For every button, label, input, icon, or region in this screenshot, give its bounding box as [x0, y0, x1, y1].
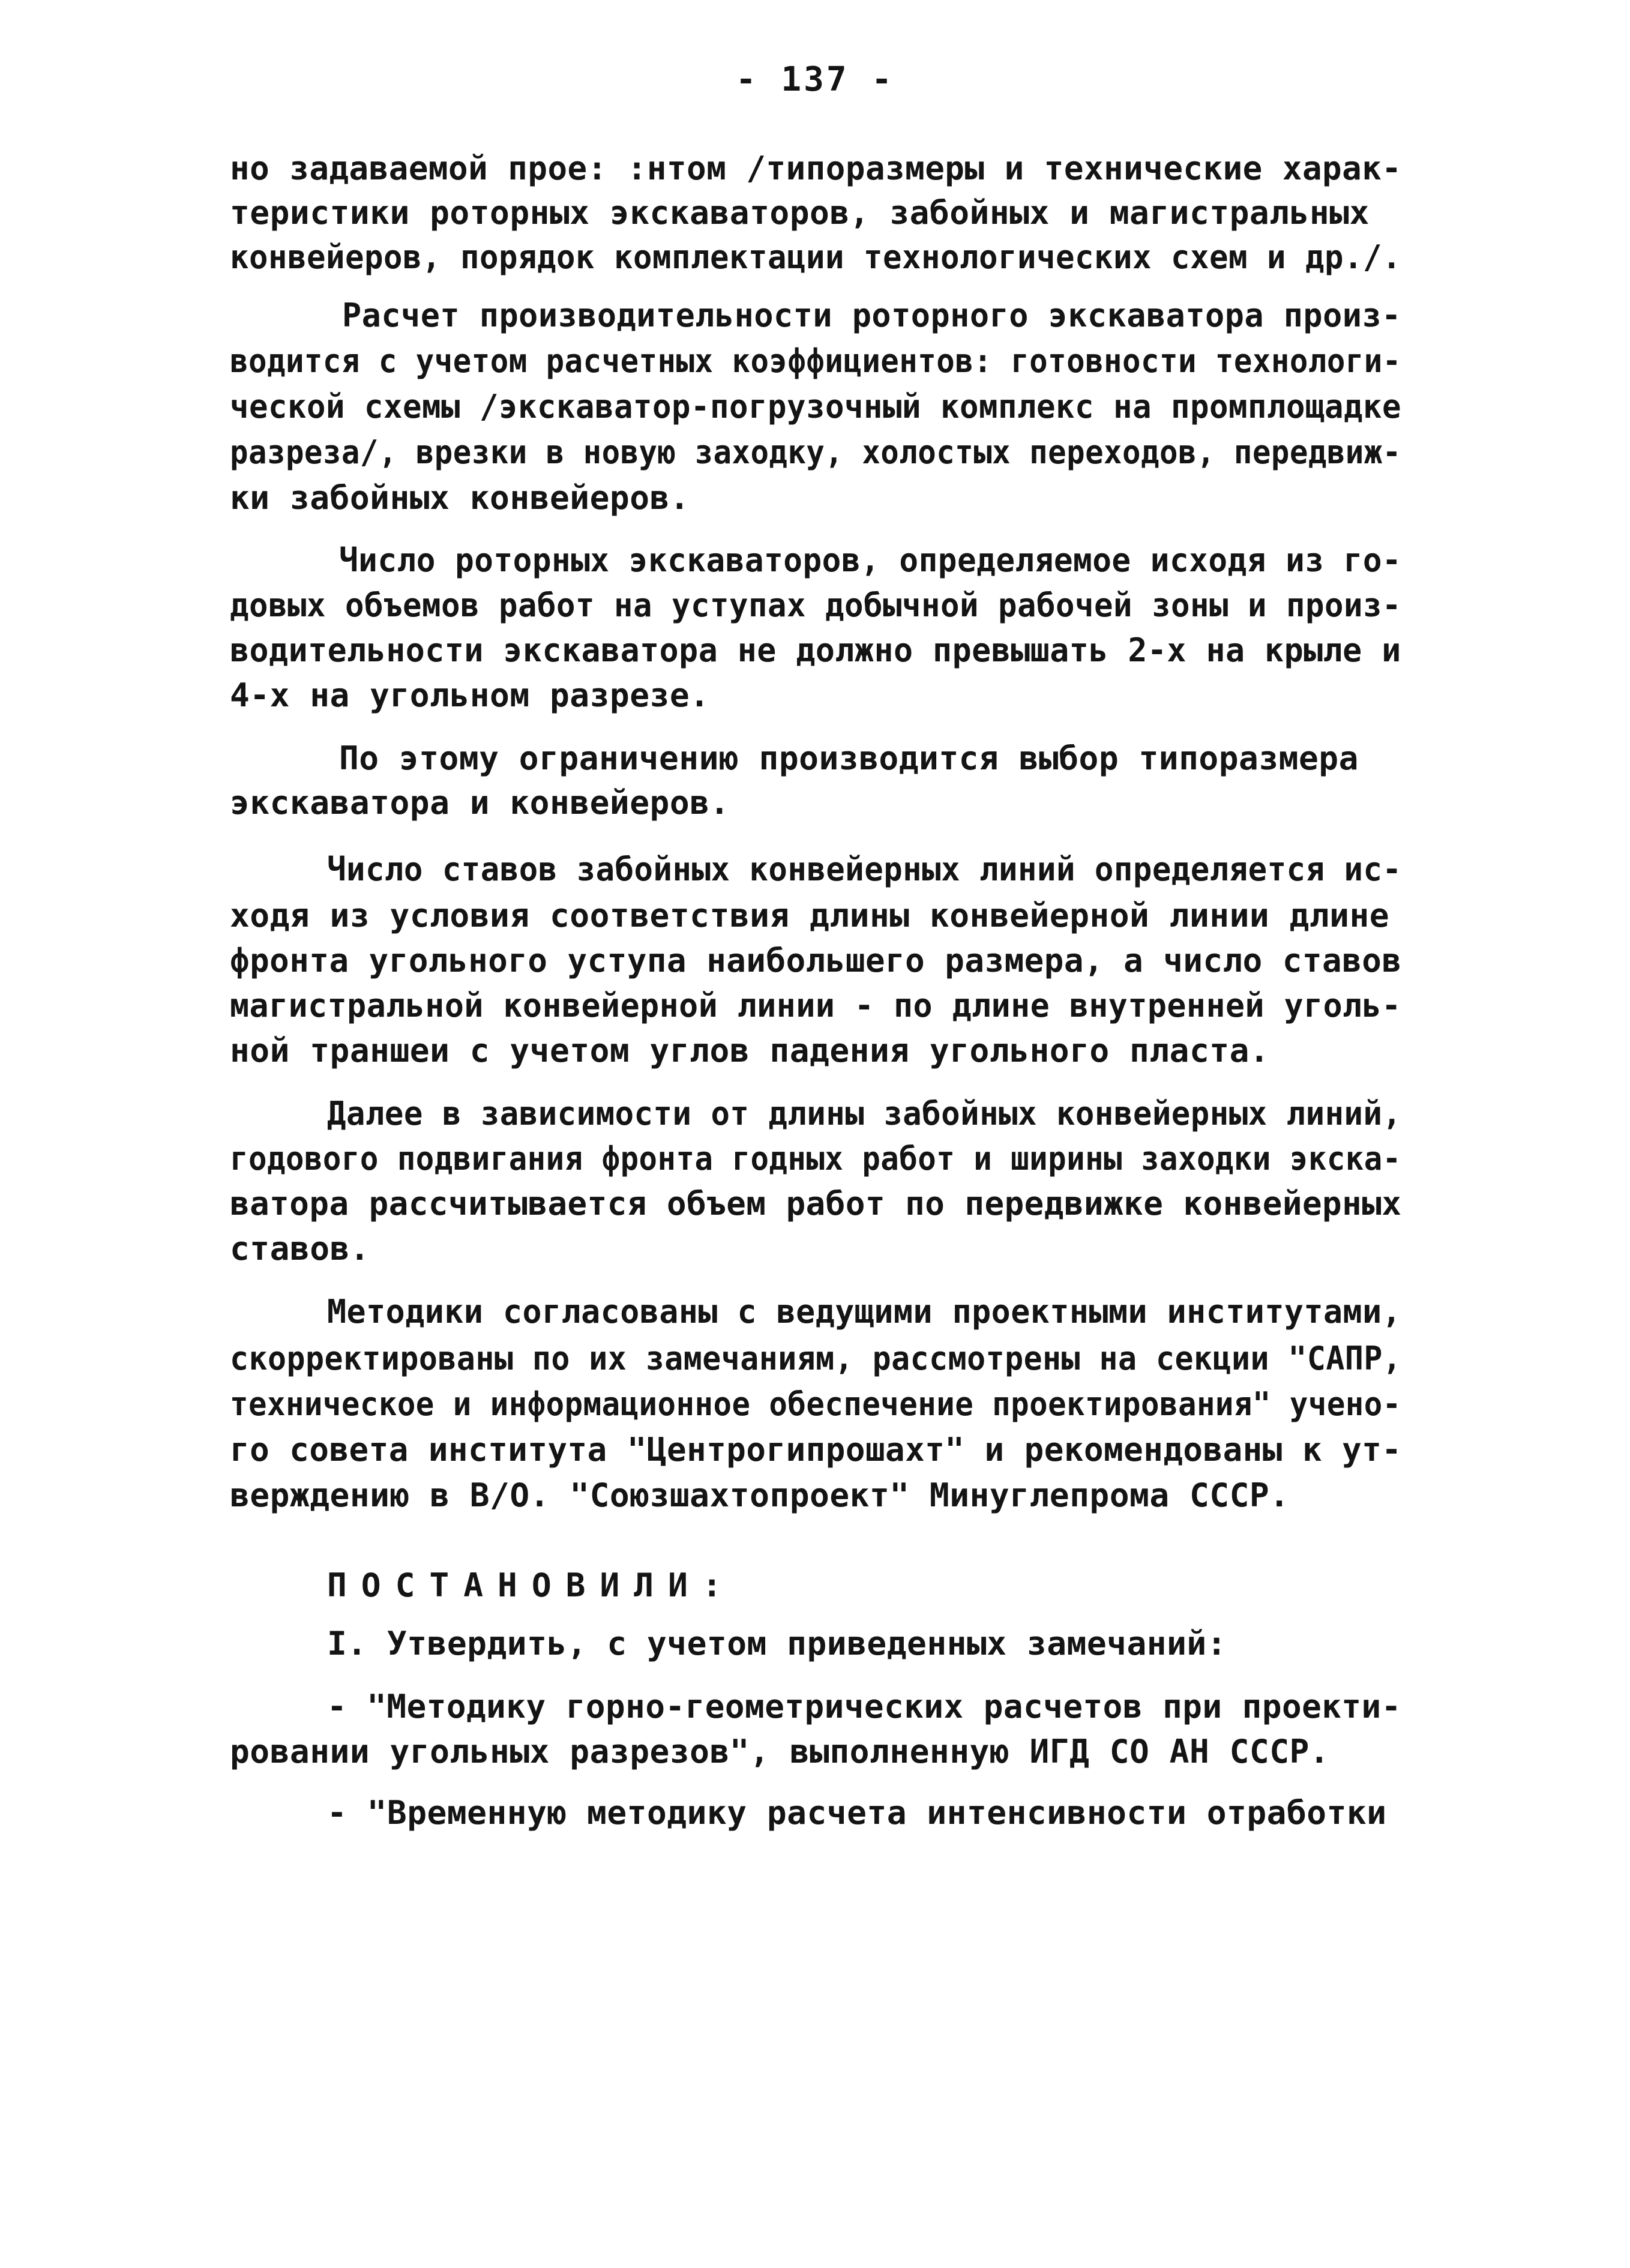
text-line: - "Временную методику расчета интенсивности отработки — [327, 1793, 1387, 1832]
text-line: ной траншеи с учетом углов падения угольного пласта. — [230, 1031, 1270, 1069]
page-number: - 137 - — [735, 60, 894, 99]
text-line: фронта угольного уступа наибольшего размера, а число ставов — [230, 941, 1402, 979]
text-line: По этому ограничению производится выбор типоразмера — [339, 739, 1359, 777]
text-line: Далее в зависимости от длины забойных конвейерных линий, — [327, 1094, 1402, 1132]
text-line: скорректированы по их замечаниям, рассмотрены на секции "САПР, — [230, 1339, 1402, 1377]
text-line: Расчет производительности роторного экскаватора произ- — [342, 296, 1401, 334]
text-line: - "Методику горно-геометрических расчетов при проекти- — [327, 1687, 1401, 1725]
resolution-heading: ПОСТАНОВИЛИ: — [327, 1566, 736, 1604]
text-line: годового подвигания фронта годных работ и ширины заходки экска- — [230, 1139, 1401, 1178]
text-line: ческой схемы /экскаватор-погрузочный комплекс на промплощадке — [230, 387, 1401, 426]
text-line: Методики согласованы с ведущими проектными институтами, — [327, 1292, 1402, 1331]
text-line: ставов. — [230, 1229, 370, 1268]
text-line: техническое и информационное обеспечение проектирования" учено- — [230, 1385, 1401, 1423]
text-line: магистральной конвейерной линии - по длине внутренней уголь- — [230, 986, 1401, 1024]
text-line: водительности экскаватора не должно превышать 2-х на крыле и — [230, 631, 1401, 669]
text-line: Число ставов забойных конвейерных линий определяется ис- — [327, 850, 1402, 888]
text-line: I. Утвердить, с учетом приведенных замечаний: — [327, 1624, 1227, 1662]
text-line: ходя из условия соответствия длины конвейерной линии длине — [230, 896, 1390, 934]
text-line: 4-х на угольном разрезе. — [230, 676, 710, 714]
text-line: Число роторных экскаваторов, определяемое исходя из го- — [339, 541, 1402, 579]
text-line: ки забойных конвейеров. — [230, 478, 690, 517]
text-line: довых объемов работ на уступах добычной рабочей зоны и произ- — [230, 586, 1401, 624]
text-line: верждению в В/О. "Союзшахтопроект" Минуглепрома СССР. — [230, 1476, 1290, 1514]
text-line: но задаваемой прое: :нтом /типоразмеры и технические харак- — [230, 149, 1402, 187]
text-line: теристики роторных экскаваторов, забойных и магистральных — [230, 193, 1370, 232]
text-line: разреза/, врезки в новую заходку, холостых переходов, передвиж- — [230, 433, 1401, 471]
text-line: конвейеров, порядок комплектации технологических схем и др./. — [230, 238, 1401, 276]
text-line: ровании угольных разрезов", выполненную ИГД СО АН СССР. — [230, 1732, 1330, 1770]
text-line: го совета института "Центрогипрошахт" и рекомендованы к ут- — [230, 1430, 1402, 1469]
text-line: экскаватора и конвейеров. — [230, 783, 730, 822]
text-line: водится с учетом расчетных коэффициентов: готовности технологи- — [230, 341, 1401, 380]
text-line: ватора рассчитывается объем работ по передвижке конвейерных — [230, 1184, 1402, 1223]
